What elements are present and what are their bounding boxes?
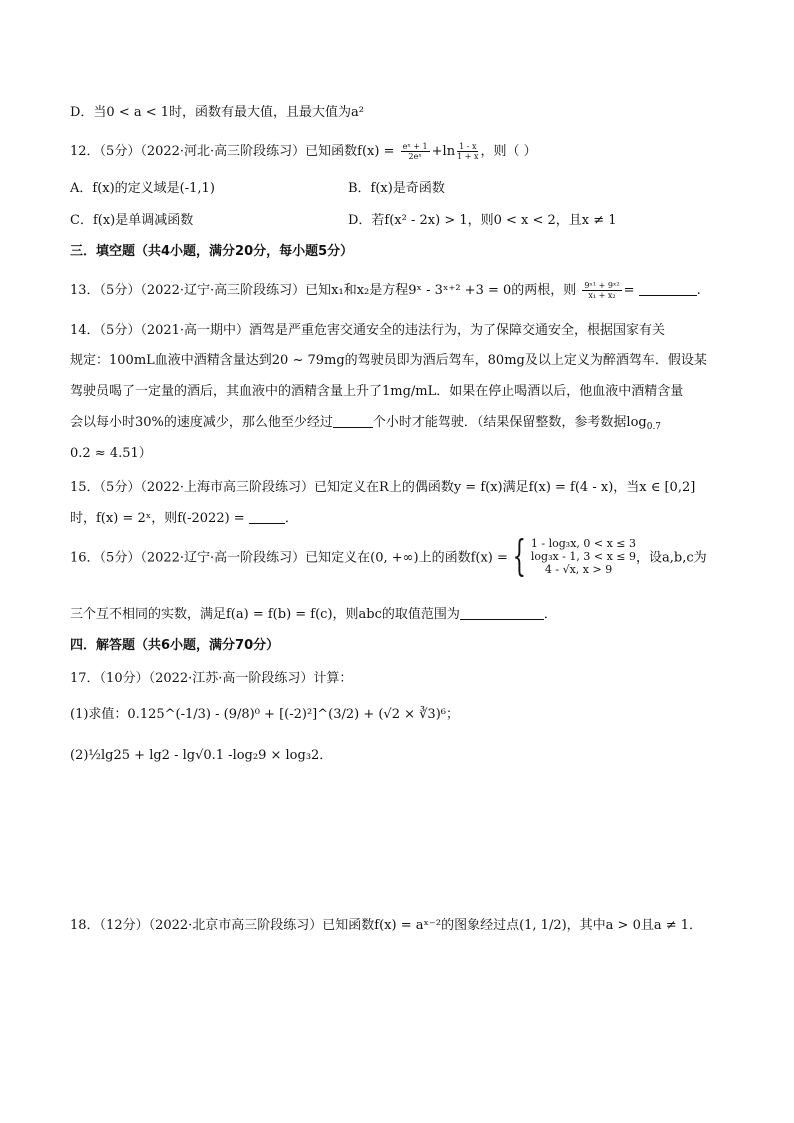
q12-option-a: A．f(x)的定义域是(-1,1) bbox=[70, 181, 215, 196]
question-13: 13．（5分）（2022·辽宁·高三阶段练习）已知x₁和x₂是方程9ˣ - 3ˣ⁺² +3 = 0的两根，则 $\frac{\text{9ˣ¹ + 9ˣ²}}{\text{x₁ + x₂}}$ = . bbox=[70, 281, 701, 300]
q12-tail: ，则（ ） bbox=[480, 144, 537, 159]
q16-line-2 bbox=[70, 603, 557, 622]
section-3-heading: 三．填空题（共4小题，满分20分，每小题5分） bbox=[70, 244, 354, 259]
q12-option-c: C．f(x)是单调减函数 bbox=[70, 213, 194, 228]
q16-case-1: 1 - log₃x, 0 < x ≤ 3 bbox=[530, 536, 637, 550]
q14-line-3: 驾驶员喝了一定量的酒后，其血液中的酒精含量上升了1mg/mL．如果在停止喝酒以后，他血液中酒精含量 bbox=[70, 384, 684, 399]
q12-option-b: B．f(x)是奇函数 bbox=[348, 181, 445, 196]
q16-tail: ，设a,b,c为 bbox=[636, 550, 707, 566]
question-16-stem bbox=[70, 531, 707, 580]
q15-l2a: 时，f(x) = 2ˣ，则f(-2022) = bbox=[70, 511, 245, 526]
q16-brace: { bbox=[512, 531, 527, 580]
q12-frac1-den: 2eˣ bbox=[408, 152, 422, 161]
q12-fraction-1 bbox=[401, 142, 430, 161]
q13-tail: = bbox=[623, 283, 635, 298]
q14-line-5: 0.2 ≈ 4.51） bbox=[70, 446, 152, 461]
q12-frac2-den: 1 + x bbox=[457, 152, 479, 161]
question-18: 18．（12分）（2022·北京市高三阶段练习）已知函数f(x) = aˣ⁻²的图象经过点(1, 1/2)，其中a > 0且a ≠ 1． bbox=[70, 918, 703, 933]
q14-line-1: 14．（5分）（2021·高一期中）酒驾是严重危害交通安全的违法行为，为了保障交通安全，根据国家有关 bbox=[70, 323, 666, 338]
q14-answer-blank[interactable] bbox=[333, 415, 373, 428]
q16-case-3: 4 - √x, x > 9 bbox=[544, 562, 613, 576]
option-d-prev: D．当0 < a < 1时，函数有最大值，且最大值为a² bbox=[70, 105, 364, 120]
q16-answer-blank[interactable] bbox=[460, 607, 544, 620]
q17-head: 17．（10分）（2022·江苏·高一阶段练习）计算： bbox=[70, 671, 353, 686]
q15-l2b: ． bbox=[284, 511, 298, 526]
question-12-stem bbox=[70, 140, 537, 161]
q14-l4a: 会以每小时30%的速度减少，那么他至少经过 bbox=[70, 415, 333, 430]
q16-l2b: ． bbox=[543, 607, 557, 622]
q12-fraction-2 bbox=[457, 142, 478, 161]
q13-head: 13．（5分）（2022·辽宁·高三阶段练习）已知x₁和x₂是方程9ˣ - 3ˣ⁺² +3 = 0的两根，则 bbox=[70, 283, 577, 298]
q15-line-2 bbox=[70, 507, 298, 526]
q14-line-2: 规定：100mL血液中酒精含量达到20 ~ 79mg的驾驶员即为酒后驾车，80mg及以上定义为醉酒驾车．假设某 bbox=[70, 353, 707, 368]
q12-head: 12．（5分）（2022·河北·高三阶段练习）已知函数f(x) = bbox=[70, 144, 395, 159]
q13-frac-den: x₁ + x₂ bbox=[588, 291, 616, 300]
q16-l2a: 三个互不相同的实数，满足f(a) = f(b) = f(c)，则abc的取值范围为 bbox=[70, 607, 460, 622]
q12-option-d: D．若f(x² - 2x) > 1，则0 < x < 2，且x ≠ 1 bbox=[348, 213, 617, 228]
q16-piecewise bbox=[531, 537, 636, 576]
q17-part-2: (2)½lg25 + lg2 - lg√0.1 -log₂9 × log₃2． bbox=[70, 748, 333, 763]
q12-frac1-num: eˣ + 1 bbox=[402, 142, 428, 151]
q13-fraction bbox=[582, 281, 621, 300]
q16-case-2: log₃x - 1, 3 < x ≤ 9 bbox=[530, 549, 637, 563]
q13-answer-blank[interactable] bbox=[639, 283, 697, 296]
q14-log-base: 0.7 bbox=[646, 422, 662, 432]
q12-ln: +ln bbox=[431, 144, 456, 159]
q14-line-4 bbox=[70, 411, 661, 432]
q14-l4b: 个小时才能驾驶．（结果保留整数，参考数据log bbox=[372, 415, 647, 430]
section-4-heading: 四．解答题（共6小题，满分70分） bbox=[70, 638, 280, 653]
q13-frac-num: 9ˣ¹ + 9ˣ² bbox=[584, 281, 620, 290]
q16-head: 16．（5分）（2022·辽宁·高一阶段练习）已知定义在(0, +∞)上的函数f(x) = bbox=[70, 550, 508, 566]
q15-answer-blank[interactable] bbox=[249, 511, 285, 524]
q12-frac2-num: 1 - x bbox=[459, 142, 477, 151]
q15-line-1: 15．（5分）（2022·上海市高三阶段练习）已知定义在R上的偶函数y = f(x)满足f(x) = f(4 - x)，当x ∈ [0,2] bbox=[70, 480, 696, 495]
q17-part-1: (1)求值：0.125^(-1/3) - (9/8)⁰ + [(-2)²]^(3/2) + (√2 × ∛3)⁶； bbox=[70, 707, 459, 722]
